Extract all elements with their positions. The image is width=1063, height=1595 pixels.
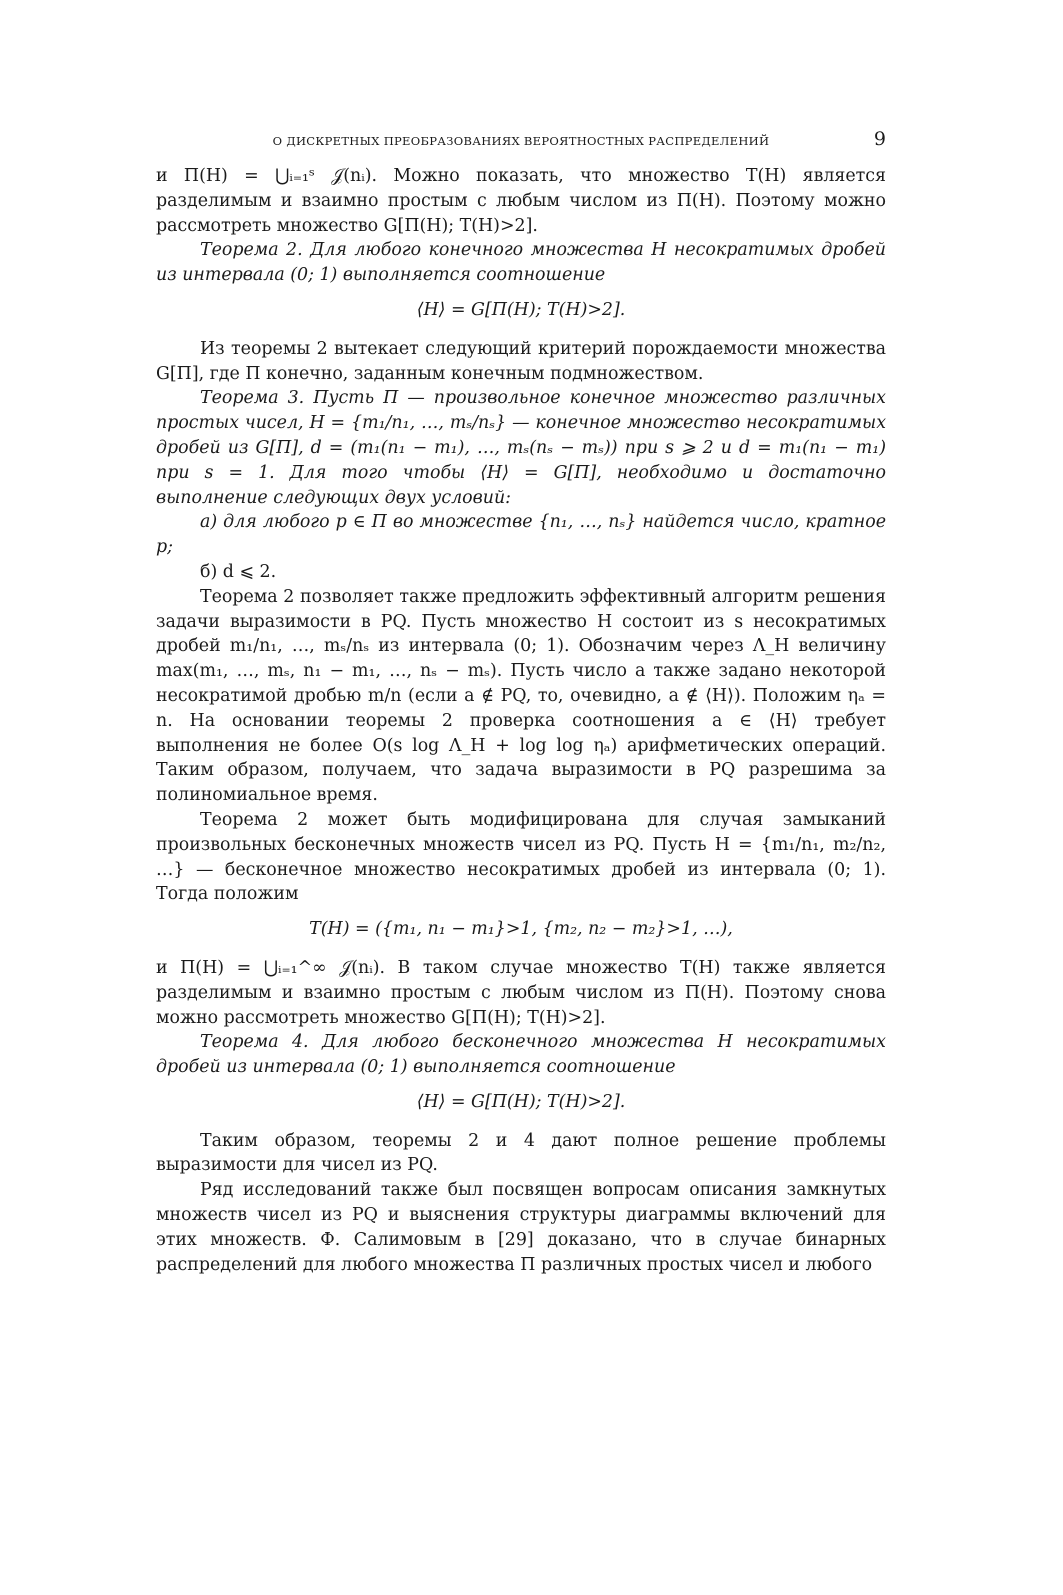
paragraph-conclusion: Таким образом, теоремы 2 и 4 дают полное решение проблемы выразимости для чисел из PQ. <box>156 1130 886 1176</box>
running-title: О ДИСКРЕТНЫХ ПРЕОБРАЗОВАНИЯХ ВЕРОЯТНОСТНЫХ РАСПРЕДЕЛЕНИЙ <box>272 134 770 148</box>
page-number: 9 <box>873 128 886 150</box>
paragraph-pi-infinite: и Π(H) = ⋃ᵢ₌₁^∞ 𝒥(nᵢ). В таком случае множество T(H) также является разделимым и взаимно простым с любым числом из Π(H). Поэтому снова можно рассмотреть множество G[Π(H); T(H)>2]. <box>156 957 886 1028</box>
formula-T-H: T(H) = ({m₁, n₁ − m₁}>1, {m₂, n₂ − m₂}>1, …), <box>309 919 733 940</box>
paragraph-algorithm: Теорема 2 позволяет также предложить эффективный алгоритм решения задачи выразимости в PQ. Пусть множество H состоит из s несократимых дробей m₁/n₁, …, mₛ/nₛ из интервала (0; 1). Обозначим через Λ_H величину max(m₁, …, mₛ, n₁ − m₁, …, nₛ − mₛ). Пусть число a также задано некоторой несократимой дробью m/n (если a ∉ PQ, то, очевидно, a ∉ ⟨H⟩). Положим ηₐ = n. На основании теоремы 2 проверка соотношения a ∈ ⟨H⟩ требует выполнения не более O(s log Λ_H + log log ηₐ) арифметических операций. Таким образом, получаем, что задача выразимости в PQ разрешима за полиномиальное время. <box>156 586 886 806</box>
condition-b: б) d ⩽ 2. <box>200 561 277 582</box>
running-header <box>156 120 886 164</box>
theorem-3: Теорема 3. Пусть Π — произвольное конечное множество различных простых чисел, H = {m₁/n₁, …, mₛ/nₛ} — конечное множество несократимых дробей из G[Π], d = (m₁(n₁ − m₁), …, mₛ(nₛ − mₛ)) при s ⩾ 2 и d = m₁(n₁ − m₁) при s = 1. Для того чтобы ⟨H⟩ = G[Π], необходимо и достаточно выполнение следующих двух условий: <box>156 388 886 508</box>
formula-theorem-2: ⟨H⟩ = G[Π(H); T(H)>2]. <box>416 299 626 320</box>
theorem-4: Теорема 4. Для любого бесконечного множества H несократимых дробей из интервала (0; 1) выполняется соотношение <box>156 1032 886 1078</box>
formula-theorem-4: ⟨H⟩ = G[Π(H); T(H)>2]. <box>416 1091 626 1112</box>
condition-a: а) для любого p ∈ Π во множестве {n₁, …, nₛ} найдется число, кратное p; <box>156 512 886 558</box>
page <box>156 120 886 1277</box>
paragraph-research: Ряд исследований также был посвящен вопросам описания замкнутых множеств чисел из PQ и выяснения структуры диаграммы включений для этих множеств. Ф. Салимовым в [29] доказано, что в случае бинарных распределений для любого множества Π различных простых чисел и любого <box>156 1180 886 1275</box>
paragraph-1: и Π(H) = ⋃ᵢ₌₁ˢ 𝒥(nᵢ). Можно показать, что множество T(H) является разделимым и взаимно простым с любым числом из Π(H). Поэтому можно рассмотреть множество G[Π(H); T(H)>2]. <box>156 166 886 236</box>
article-body <box>156 164 886 1277</box>
paragraph-infinite: Теорема 2 может быть модифицирована для случая замыканий произвольных бесконечных множеств чисел из PQ. Пусть H = {m₁/n₁, m₂/n₂, …} — бесконечное множество несократимых дробей из интервала (0; 1). Тогда положим <box>156 809 886 905</box>
theorem-2: Теорема 2. Для любого конечного множества H несократимых дробей из интервала (0; 1) выполняется соотношение <box>156 240 886 286</box>
paragraph-criterion: Из теоремы 2 вытекает следующий критерий порождаемости множества G[Π], где Π конечно, заданным конечным подмножеством. <box>156 338 886 384</box>
